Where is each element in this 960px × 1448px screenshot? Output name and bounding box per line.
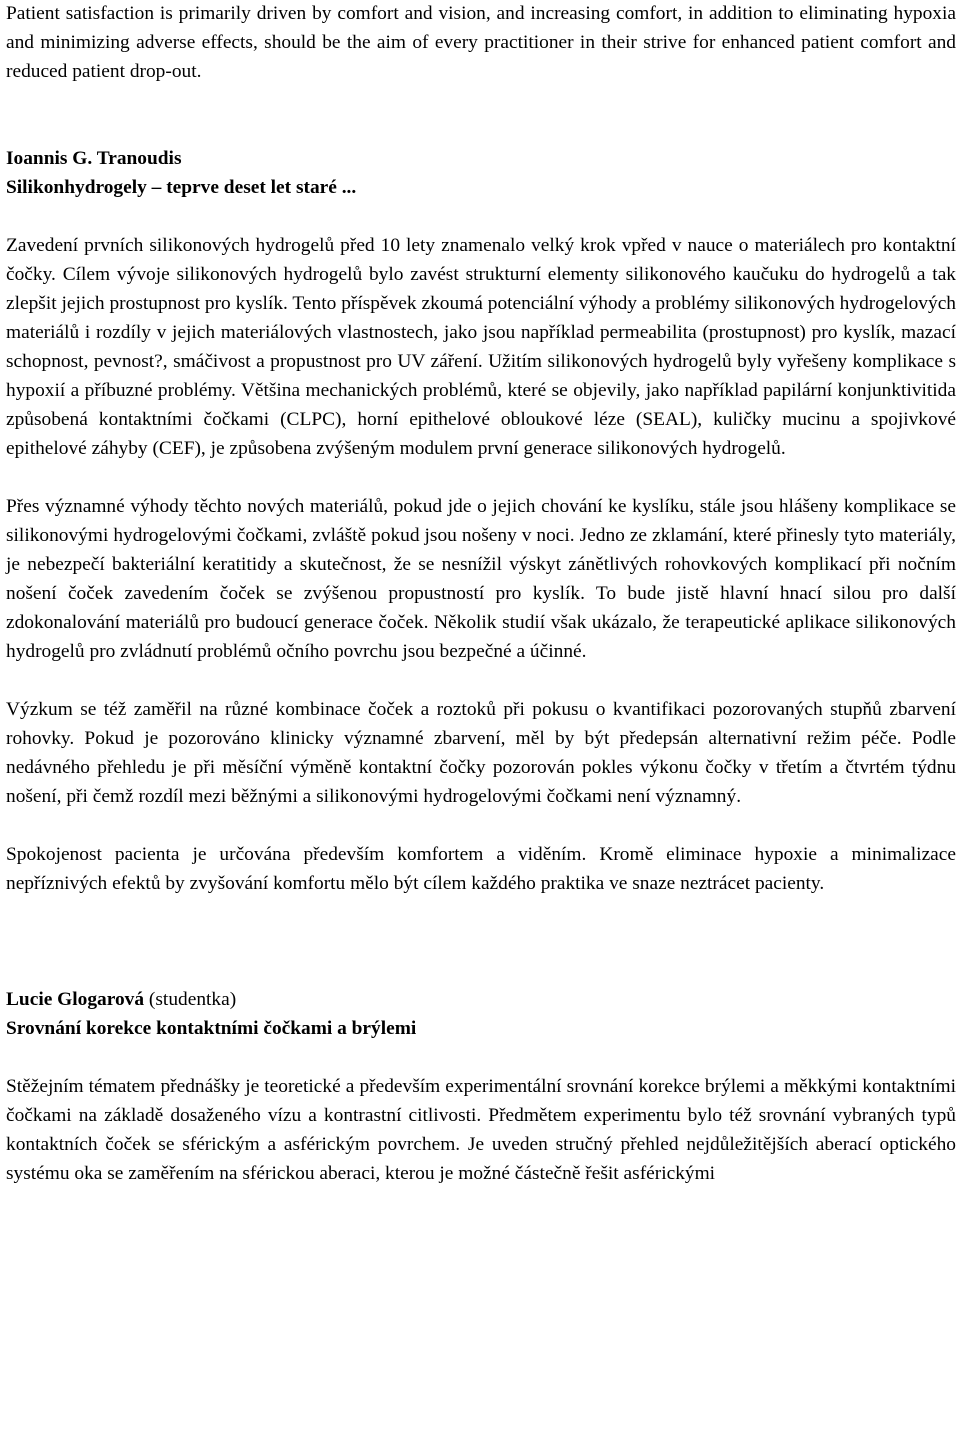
author-name-tranoudis: Ioannis G. Tranoudis (6, 148, 182, 169)
spacer (6, 86, 956, 144)
abstract-paragraph-2: Přes významné výhody těchto nových materiálů, pokud jde o jejich chování ke kyslíku, stále jsou hlášeny komplikace se silikonovými hydrogelovými čočkami, zvláště pokud jsou nošeny v noci. Jedno ze zklamání, které přinesly tyto materiály, je nebezpečí bakteriální keratitidy a skutečnost, že se nesnížil výskyt zánětlivých rohovkových komplikací při nočním nošení čoček zavedením čoček se zvýšenou propustností pro kyslík. To bude jistě hlavní hnací silou pro další zdokonalování materiálů pro budoucí generace čoček. Několik studií však ukázalo, že terapeutické aplikace silikonových hydrogelů pro zvládnutí problémů očního povrchu jsou bezpečné a účinné. (6, 496, 956, 662)
talk-title-glogarova: Srovnání korekce kontaktními čočkami a brýlemi (6, 1018, 417, 1039)
abstract-paragraph-4: Spokojenost pacienta je určována především komfortem a viděním. Kromě eliminace hypoxie a minimalizace nepříznivých efektů by zvyšování komfortu mělo být cílem každého praktika ve snaze neztrácet pacienty. (6, 844, 956, 894)
abstract-paragraph-glogarova: Stěžejním tématem přednášky je teoretické a především experimentální srovnání korekce brýlemi a měkkými kontaktními čočkami na základě dosaženého vízu a kontrastní citlivosti. Předmětem experimentu bylo též srovnání vybraných typů kontaktních čoček se sférickým a asférickým povrchem. Je uveden stručný přehled nejdůležitějších aberací optického systému oka se zaměřením na sférickou aberaci, kterou je možné částečně řešit asférickými (6, 1076, 956, 1184)
author-note: (studentka) (144, 989, 237, 1010)
spacer (6, 1043, 956, 1072)
abstract-paragraph-1: Zavedení prvních silikonových hydrogelů před 10 lety znamenalo velký krok vpřed v nauce o materiálech pro kontaktní čočky. Cílem vývoje silikonových hydrogelů bylo zavést strukturní elementy silikonového kaučuku do hydrogelů a tak zlepšit jejich prostupnost pro kyslík. Tento příspěvek zkoumá potenciální výhody a problémy silikonových hydrogelových materiálů i rozdíly v jejich materiálových vlastnostech, jako jsou například permeabilita (prostupnost) pro kyslík, mazací schopnost, pevnost?, smáčivost a propustnost pro UV záření. Užitím silikonových hydrogelů byly vyřešeny komplikace s hypoxií a příbuzné problémy. Většina mechanických problémů, které se objevily, jako například papilární konjunktivitida způsobená kontaktními čočkami (CLPC), horní epithelové obloukové léze (SEAL), kuličky mucinu a spojivkové epithelové záhyby (CEF), je způsobena zvýšeným modulem první generace silikonových hydrogelů. (6, 235, 956, 459)
spacer (6, 202, 956, 231)
author-line-glogarova (6, 985, 956, 1014)
spacer (6, 811, 956, 840)
talk-title-tranoudis: Silikonhydrogely – teprve deset let staré ... (6, 177, 357, 198)
spacer (6, 666, 956, 695)
spacer (6, 898, 956, 985)
spacer (6, 463, 956, 492)
author-name-glogarova: Lucie Glogarová (6, 989, 145, 1010)
document-page (6, 0, 956, 1188)
english-conclusion-paragraph: Patient satisfaction is primarily driven by comfort and vision, and increasing comfort, in addition to eliminating hypoxia and minimizing adverse effects, should be the aim of every practitioner in their strive for enhanced patient comfort and reduced patient drop-out. (6, 3, 956, 82)
abstract-paragraph-3: Výzkum se též zaměřil na různé kombinace čoček a roztoků při pokusu o kvantifikaci pozorovaných stupňů zbarvení rohovky. Pokud je pozorováno klinicky významné zbarvení, měl by být předepsán alternativní režim péče. Podle nedávného přehledu je při měsíční výměně kontaktní čočky pozorován pokles výkonu čočky v třetím a čtvrtém týdnu nošení, při čemž rozdíl mezi běžnými a silikonovými hydrogelovými čočkami není významný. (6, 699, 956, 807)
